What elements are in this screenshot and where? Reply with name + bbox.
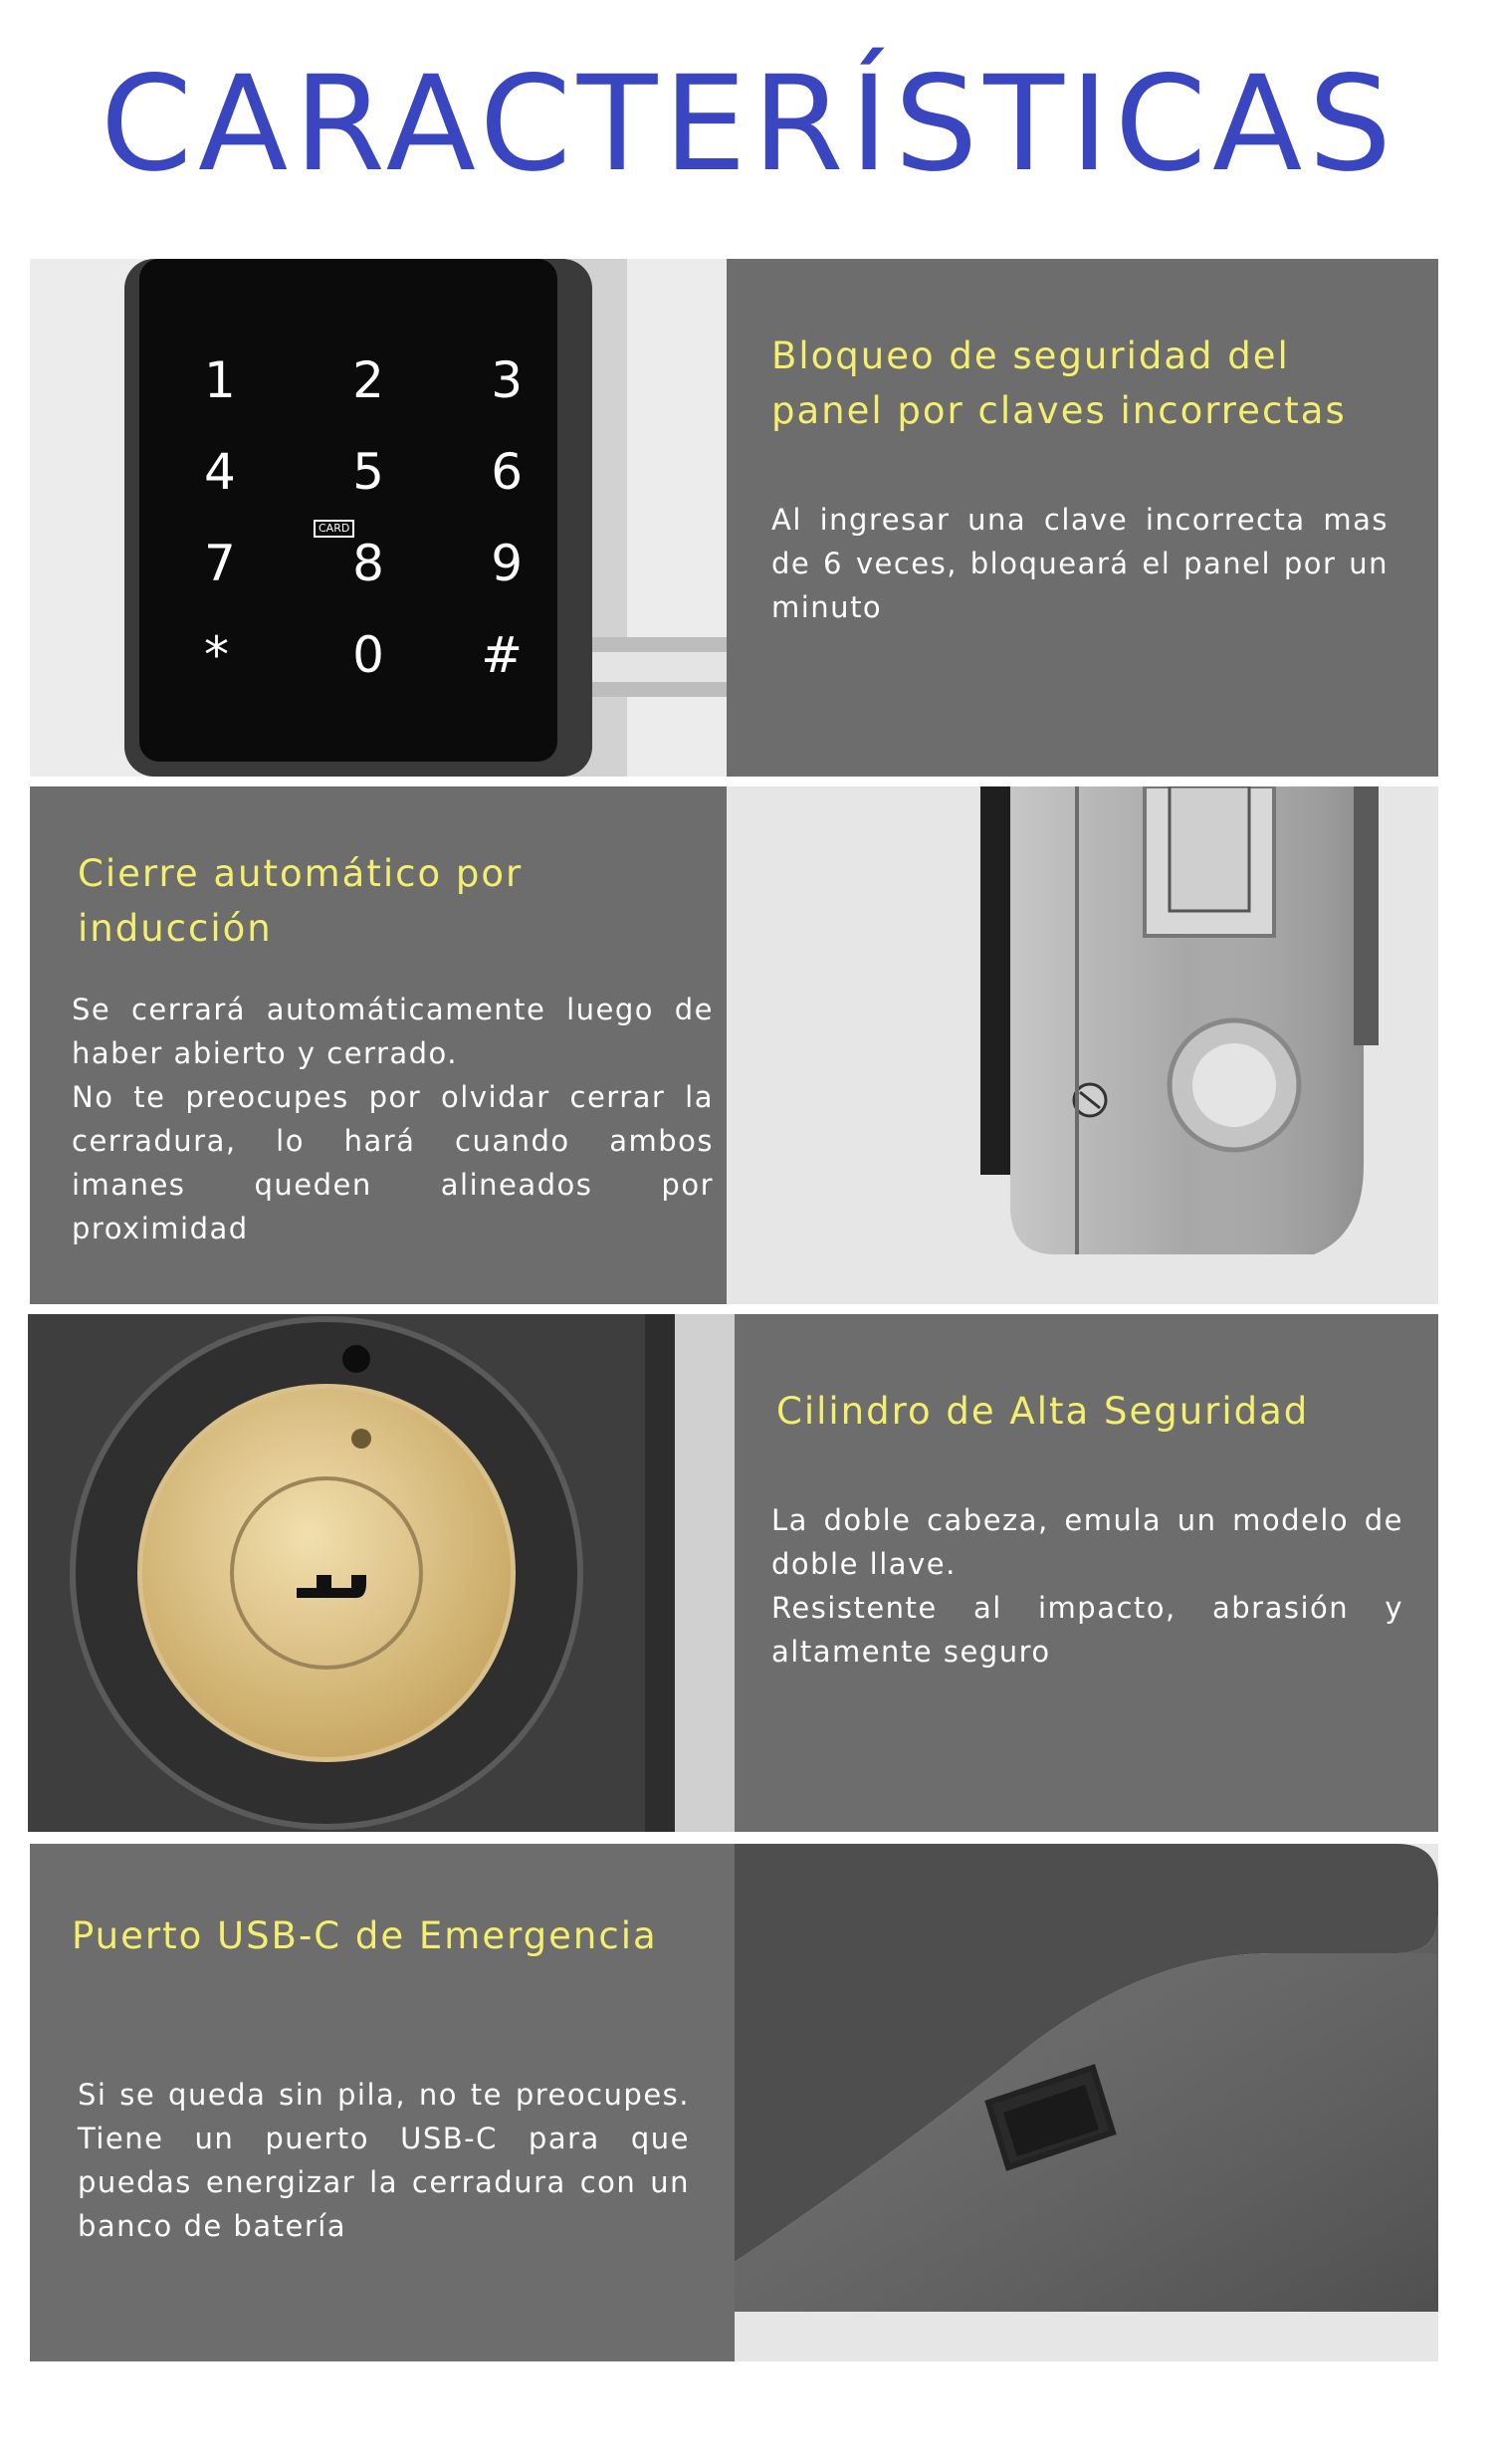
feature-card-lockout [727, 259, 1438, 777]
feature-card-cylinder [735, 1314, 1438, 1832]
feature-description: Se cerrará automáticamente luego de haber abierto y cerrado. No te preocupes por olvidar cerrar la cerradura, lo hará cuando ambos imanes queden alineados por proximidad [72, 993, 714, 1245]
keypad-key: 1 [204, 351, 236, 409]
feature-description: Si se queda sin pila, no te preocupes. Tiene un puerto USB-C para que puedas energizar la cerradura con un banco de batería [78, 2078, 690, 2243]
feature-description: La doble cabeza, emula un modelo de doble llave. Resistente al impacto, abrasión y altamente seguro [771, 1503, 1403, 1669]
keypad-key: 7 [204, 535, 236, 592]
feature-description: Al ingresar una clave incorrecta mas de 6 veces, bloqueará el panel por un minuto [771, 503, 1389, 624]
latch-photo [727, 786, 1438, 1304]
keypad-key: 2 [352, 351, 384, 409]
card-label: CARD [314, 520, 354, 538]
page-title: CARACTERÍSTICAS [100, 48, 1398, 201]
keypad-key: * [204, 626, 229, 684]
keypad-photo [30, 259, 727, 777]
keypad-key: 8 [352, 535, 384, 592]
keypad-key: 0 [352, 626, 384, 684]
feature-heading: Puerto USB-C de Emergencia [72, 1914, 658, 1957]
keypad-key: 3 [491, 351, 523, 409]
keypad-key: 5 [352, 443, 384, 501]
keypad-key: # [481, 626, 523, 684]
keypad-key: 6 [491, 443, 523, 501]
cylinder-photo [28, 1314, 735, 1832]
feature-heading: Bloqueo de seguridad del panel por claves incorrectas [771, 335, 1347, 432]
feature-card-usb [30, 1844, 735, 2361]
feature-heading: Cierre automático por inducción [78, 852, 524, 950]
keypad-key: 4 [204, 443, 236, 501]
keypad-key: 9 [491, 535, 523, 592]
feature-card-auto-lock [30, 786, 727, 1304]
usb-port-photo [735, 1844, 1438, 2361]
feature-heading: Cilindro de Alta Seguridad [776, 1390, 1310, 1433]
